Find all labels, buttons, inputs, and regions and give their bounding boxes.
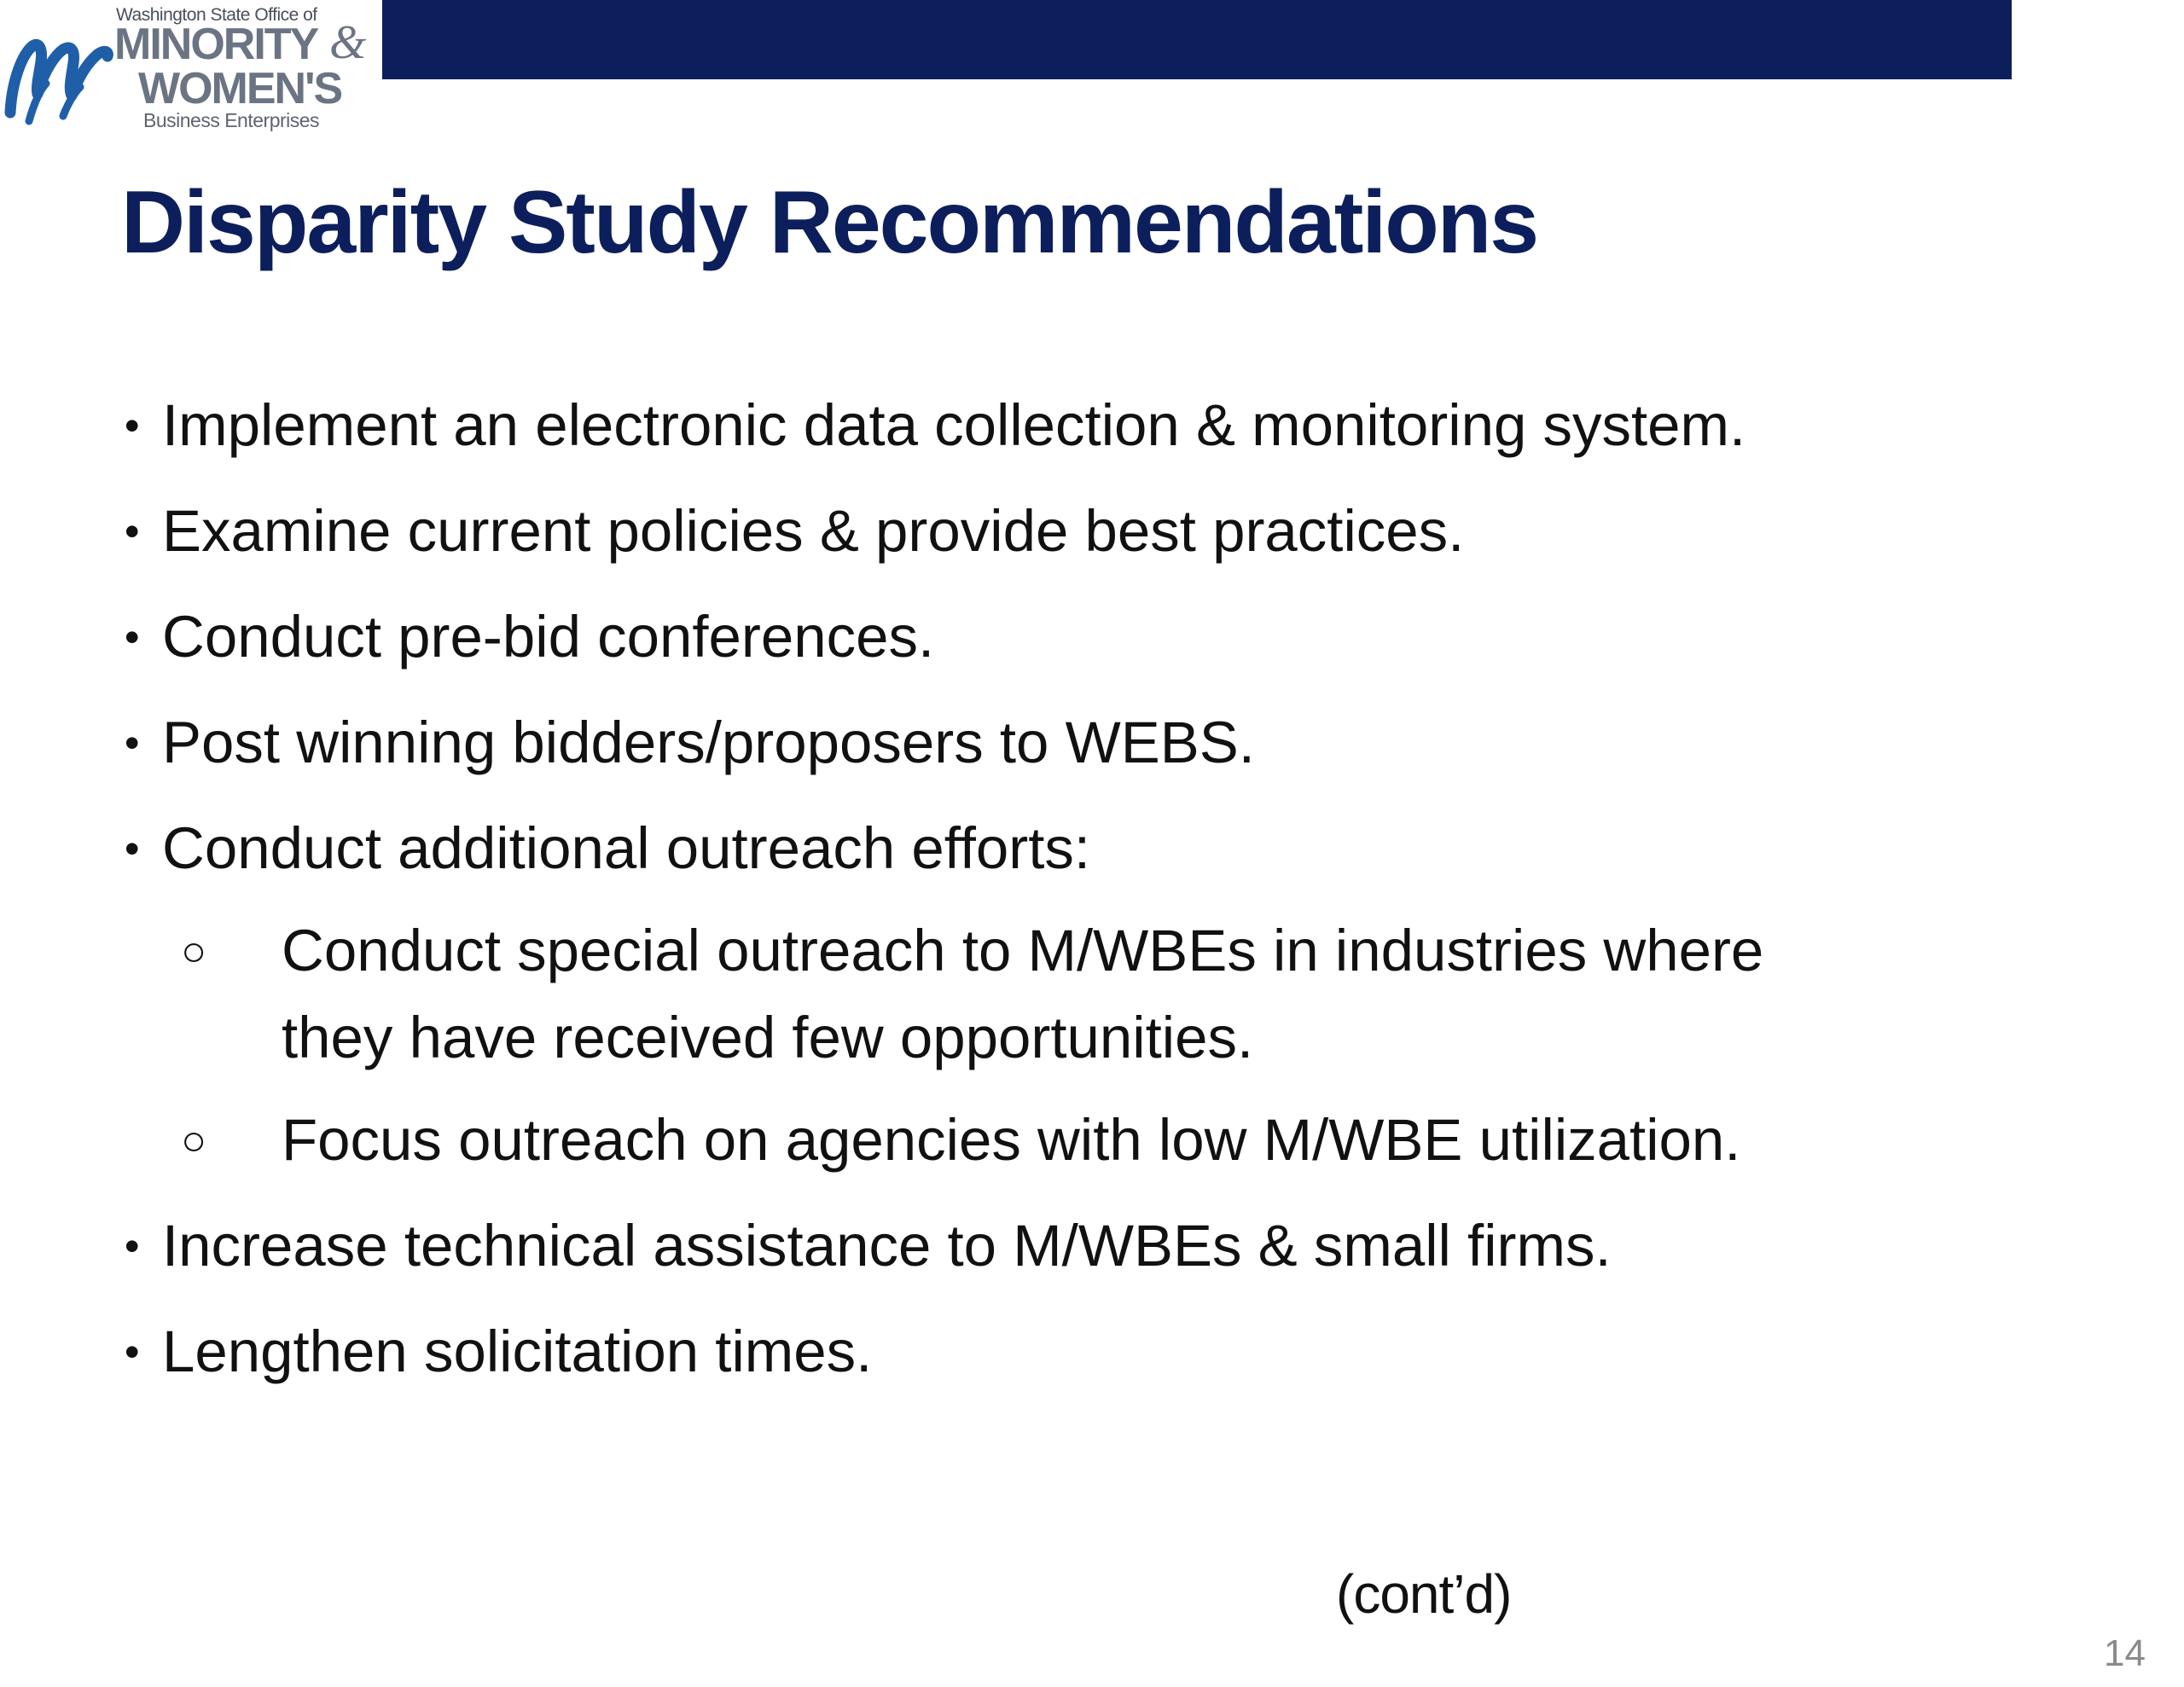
bullet-item	[119, 805, 1826, 1184]
sub-bullet-item	[119, 907, 1826, 1081]
logo-womens-text: WOMEN'S	[138, 64, 342, 113]
mwbe-m-logo-icon	[3, 20, 114, 131]
bullet-text: Examine current policies & provide best practices.	[162, 498, 1465, 564]
bullet-text: Conduct pre-bid conferences.	[162, 604, 935, 670]
hollow-circle-bullet-icon: ○	[181, 1116, 207, 1164]
bullet-text: Lengthen solicitation times.	[162, 1319, 873, 1384]
logo-ampersand: &	[329, 16, 367, 69]
bullet-dot-icon: •	[125, 613, 140, 661]
bullet-item	[119, 1308, 1826, 1395]
sub-bullet-list	[162, 907, 1826, 1184]
bullet-item	[119, 594, 1826, 681]
bullet-item	[119, 1203, 1826, 1290]
sub-bullet-item	[119, 1097, 1826, 1184]
header-bar	[382, 0, 2012, 79]
bullet-list	[119, 382, 1826, 1414]
bullet-dot-icon: •	[125, 719, 140, 767]
bullet-text: Implement an electronic data collection & monitoring system.	[162, 392, 1746, 458]
bullet-text: Post winning bidders/proposers to WEBS.	[162, 710, 1255, 775]
bullet-dot-icon: •	[125, 507, 140, 555]
logo-business-text: Business Enterprises	[143, 109, 320, 131]
page-number: 14	[2104, 1632, 2146, 1674]
bullet-dot-icon: •	[125, 825, 140, 872]
organization-logo	[0, 0, 382, 141]
bullet-dot-icon: •	[125, 402, 140, 449]
bullet-dot-icon: •	[125, 1222, 140, 1270]
bullet-item	[119, 382, 1826, 469]
logo-subtitle: Washington State Office of	[116, 5, 317, 25]
bullet-item	[119, 699, 1826, 786]
bullet-dot-icon: •	[125, 1328, 140, 1376]
slide-title: Disparity Study Recommendations	[121, 173, 1538, 272]
continued-note: (cont’d)	[1336, 1563, 1512, 1625]
bullet-text: Increase technical assistance to M/WBEs & small firms.	[162, 1213, 1612, 1278]
bullet-text: Conduct additional outreach efforts:	[162, 815, 1091, 881]
hollow-circle-bullet-icon: ○	[181, 927, 207, 975]
bullet-item	[119, 488, 1826, 575]
sub-bullet-text: Focus outreach on agencies with low M/WBE utilization.	[282, 1107, 1741, 1173]
logo-minority-text: MINORITY	[114, 20, 318, 69]
sub-bullet-text: Conduct special outreach to M/WBEs in industries where they have received few opportunities.	[282, 918, 1764, 1070]
